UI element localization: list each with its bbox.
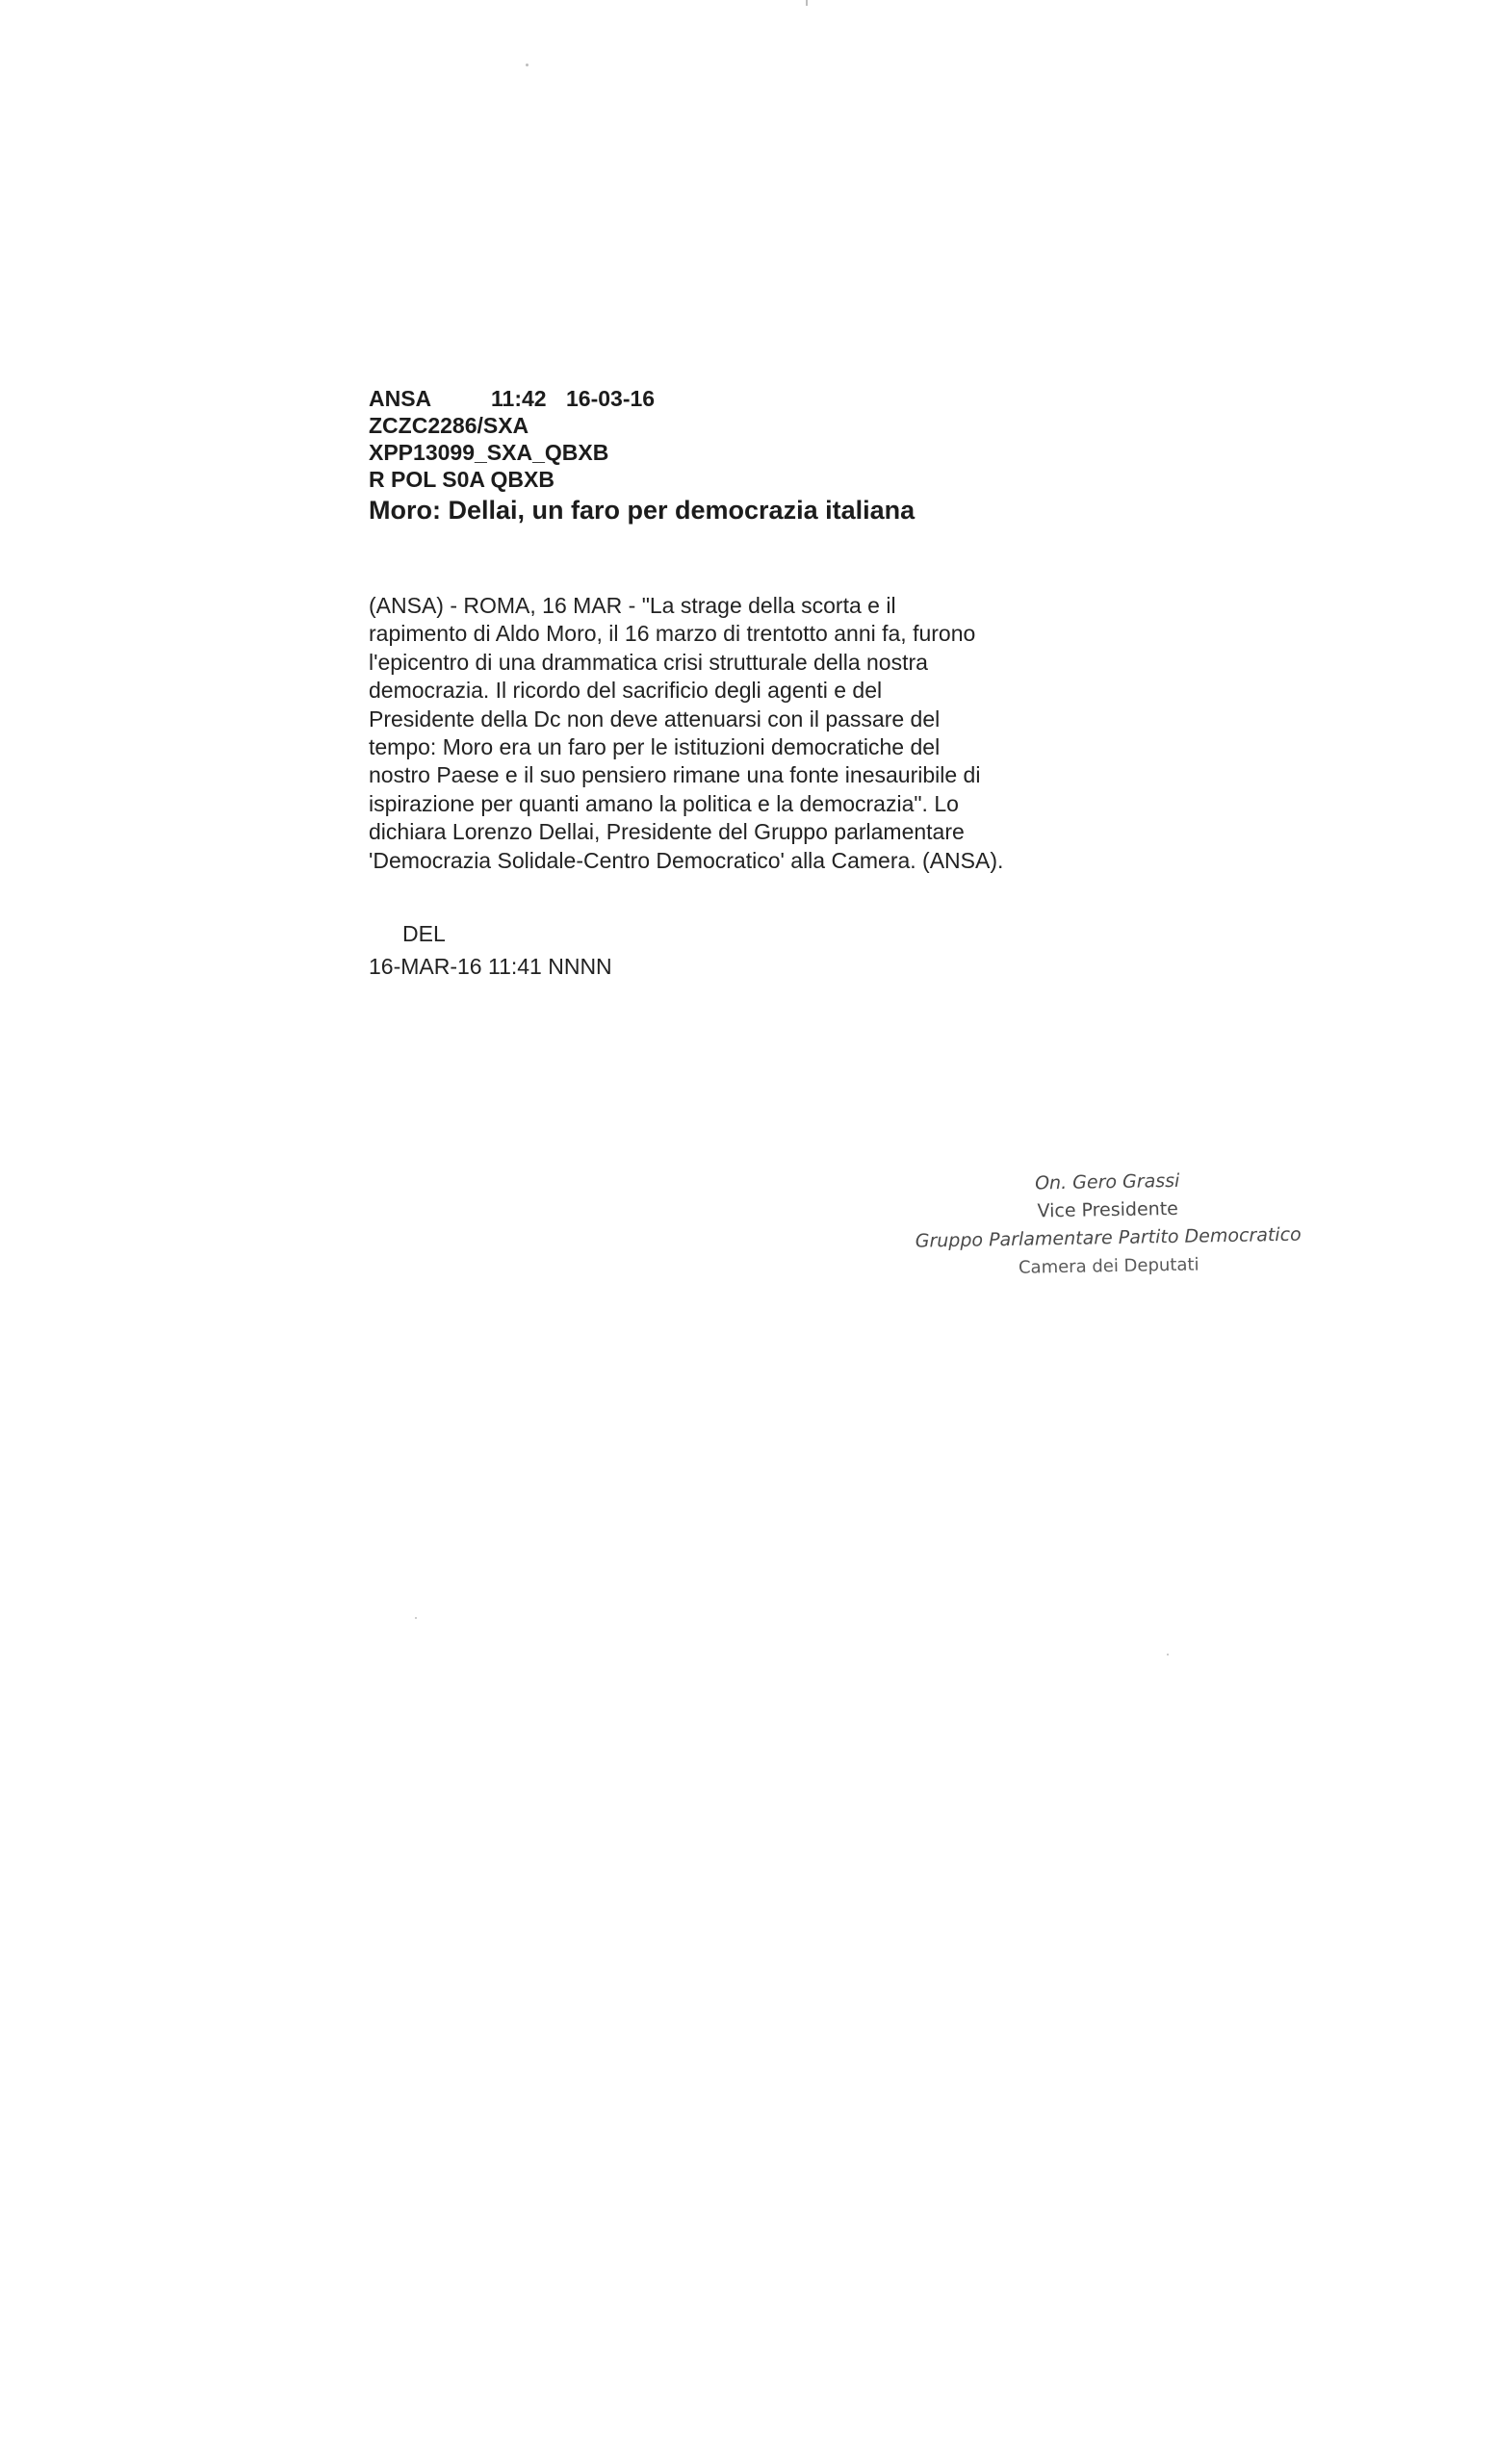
body-line: l'epicentro di una drammatica crisi strutturale della nostra xyxy=(369,649,928,675)
signatory-role: Vice Presidente xyxy=(1037,1197,1179,1222)
signatory-name: On. Gero Grassi xyxy=(1034,1169,1180,1194)
body-line: rapimento di Aldo Moro, il 16 marzo di trentotto anni fa, furono xyxy=(369,621,976,647)
news-headline: Moro: Dellai, un faro per democrazia italiana xyxy=(369,496,916,525)
signature-stamp xyxy=(895,1165,1321,1284)
signatory-group: Gruppo Parlamentare Partito Democratico xyxy=(915,1223,1302,1252)
news-footer xyxy=(369,919,612,981)
body-line: dichiara Lorenzo Dellai, Presidente del Gruppo parlamentare xyxy=(369,819,965,845)
body-line: nostro Paese e il suo pensiero rimane una fonte inesauribile di xyxy=(369,762,981,788)
scan-speck xyxy=(1167,1654,1169,1656)
scan-speck xyxy=(415,1617,417,1619)
body-line: tempo: Moro era un faro per le istituzioni democratiche del xyxy=(369,734,941,760)
scan-speck xyxy=(806,0,808,6)
scan-speck xyxy=(526,64,529,66)
end-timestamp: 16-MAR-16 11:41 NNNN xyxy=(369,954,612,979)
story-code: XPP13099_SXA_QBXB xyxy=(369,440,609,465)
news-body xyxy=(369,592,1100,875)
body-line: ispirazione per quanti amano la politica e la democrazia". Lo xyxy=(369,790,959,816)
header-meta-line xyxy=(369,385,1139,412)
news-date: 16-03-16 xyxy=(566,386,656,411)
body-line: (ANSA) - ROMA, 16 MAR - "La strage della scorta e il xyxy=(369,593,896,618)
body-line: 'Democrazia Solidale-Centro Democratico' alla Camera. (ANSA). xyxy=(369,847,1004,873)
agency-name: ANSA xyxy=(369,386,432,411)
body-line: Presidente della Dc non deve attenuarsi con il passare del xyxy=(369,706,941,732)
body-line: democrazia. Il ricordo del sacrificio degli agenti e del xyxy=(369,678,883,704)
news-header xyxy=(369,385,1139,526)
transmission-code: ZCZC2286/SXA xyxy=(369,413,529,438)
author-signoff: DEL xyxy=(402,921,446,946)
news-time: 11:42 xyxy=(491,386,547,411)
category-code: R POL S0A QBXB xyxy=(369,467,555,492)
signatory-chamber: Camera dei Deputati xyxy=(1018,1254,1199,1278)
